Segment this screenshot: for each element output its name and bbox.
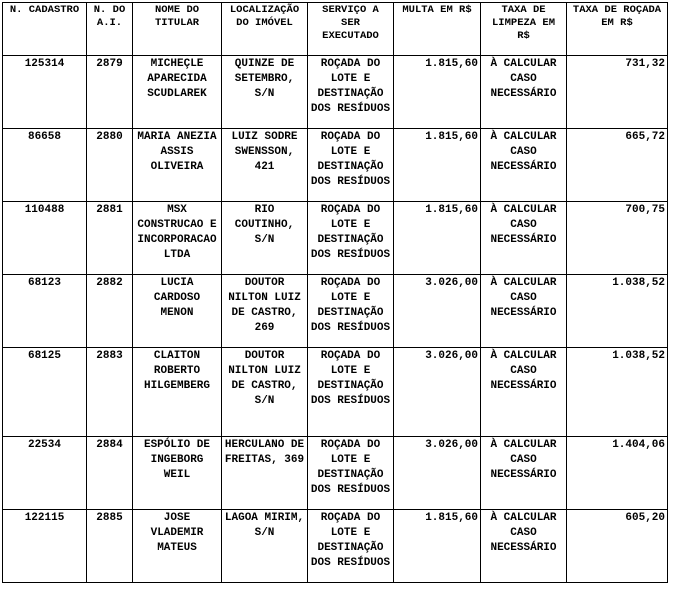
cell-multa: 1.815,60 — [394, 202, 481, 275]
cell-ai: 2880 — [87, 129, 133, 202]
table-row — [3, 510, 668, 583]
cell-ai: 2881 — [87, 202, 133, 275]
cell-titular: ESPÓLIO DE INGEBORG WEIL — [133, 437, 222, 510]
cell-cadastro: 68125 — [3, 348, 87, 437]
header-localizacao: LOCALIZAÇÃO DO IMÓVEL — [222, 3, 308, 56]
cell-localizacao: LUIZ SODRE SWENSSON, 421 — [222, 129, 308, 202]
cell-servico: ROÇADA DO LOTE E DESTINAÇÃO DOS RESÍDUOS — [308, 275, 394, 348]
cell-taxa-rocada: 1.038,52 — [567, 275, 668, 348]
cell-titular: MARIA ANEZIA ASSIS OLIVEIRA — [133, 129, 222, 202]
cell-taxa-limpeza: À CALCULAR CASO NECESSÁRIO — [481, 56, 567, 129]
cell-cadastro: 125314 — [3, 56, 87, 129]
cell-ai: 2883 — [87, 348, 133, 437]
cell-ai: 2884 — [87, 437, 133, 510]
cell-taxa-limpeza: À CALCULAR CASO NECESSÁRIO — [481, 510, 567, 583]
cell-taxa-rocada: 605,20 — [567, 510, 668, 583]
cell-ai: 2885 — [87, 510, 133, 583]
cell-taxa-rocada: 700,75 — [567, 202, 668, 275]
cell-titular: JOSE VLADEMIR MATEUS — [133, 510, 222, 583]
cell-cadastro: 22534 — [3, 437, 87, 510]
cell-taxa-rocada: 1.038,52 — [567, 348, 668, 437]
header-multa: MULTA EM R$ — [394, 3, 481, 56]
header-servico: SERVIÇO A SER EXECUTADO — [308, 3, 394, 56]
cell-localizacao: DOUTOR NILTON LUIZ DE CASTRO, 269 — [222, 275, 308, 348]
cell-taxa-limpeza: À CALCULAR CASO NECESSÁRIO — [481, 437, 567, 510]
cell-multa: 1.815,60 — [394, 510, 481, 583]
table-row — [3, 129, 668, 202]
cell-servico: ROÇADA DO LOTE E DESTINAÇÃO DOS RESÍDUOS — [308, 129, 394, 202]
header-cadastro: N. CADASTRO — [3, 3, 87, 56]
cell-taxa-rocada: 665,72 — [567, 129, 668, 202]
cell-titular: LUCIA CARDOSO MENON — [133, 275, 222, 348]
cell-taxa-limpeza: À CALCULAR CASO NECESSÁRIO — [481, 129, 567, 202]
infraction-table — [2, 2, 668, 583]
cell-multa: 3.026,00 — [394, 348, 481, 437]
table-row — [3, 437, 668, 510]
cell-servico: ROÇADA DO LOTE E DESTINAÇÃO DOS RESÍDUOS — [308, 202, 394, 275]
cell-multa: 1.815,60 — [394, 129, 481, 202]
cell-localizacao: RIO COUTINHO, S/N — [222, 202, 308, 275]
table-row — [3, 275, 668, 348]
table-row — [3, 348, 668, 437]
table-row — [3, 56, 668, 129]
header-taxa-rocada: TAXA DE ROÇADA EM R$ — [567, 3, 668, 56]
cell-multa: 1.815,60 — [394, 56, 481, 129]
table-row — [3, 202, 668, 275]
cell-cadastro: 68123 — [3, 275, 87, 348]
cell-taxa-limpeza: À CALCULAR CASO NECESSÁRIO — [481, 202, 567, 275]
cell-multa: 3.026,00 — [394, 275, 481, 348]
cell-titular: CLAITON ROBERTO HILGEMBERG — [133, 348, 222, 437]
cell-ai: 2879 — [87, 56, 133, 129]
cell-taxa-limpeza: À CALCULAR CASO NECESSÁRIO — [481, 348, 567, 437]
cell-localizacao: LAGOA MIRIM, S/N — [222, 510, 308, 583]
cell-servico: ROÇADA DO LOTE E DESTINAÇÃO DOS RESÍDUOS — [308, 56, 394, 129]
cell-titular: MSX CONSTRUCAO E INCORPORACAO LTDA — [133, 202, 222, 275]
cell-servico: ROÇADA DO LOTE E DESTINAÇÃO DOS RESÍDUOS — [308, 437, 394, 510]
cell-localizacao: DOUTOR NILTON LUIZ DE CASTRO, S/N — [222, 348, 308, 437]
cell-localizacao: QUINZE DE SETEMBRO, S/N — [222, 56, 308, 129]
header-ai: N. DO A.I. — [87, 3, 133, 56]
cell-cadastro: 122115 — [3, 510, 87, 583]
cell-servico: ROÇADA DO LOTE E DESTINAÇÃO DOS RESÍDUOS — [308, 348, 394, 437]
cell-ai: 2882 — [87, 275, 133, 348]
cell-servico: ROÇADA DO LOTE E DESTINAÇÃO DOS RESÍDUOS — [308, 510, 394, 583]
cell-taxa-rocada: 731,32 — [567, 56, 668, 129]
cell-cadastro: 86658 — [3, 129, 87, 202]
header-taxa-limpeza: TAXA DE LIMPEZA EM R$ — [481, 3, 567, 56]
cell-multa: 3.026,00 — [394, 437, 481, 510]
cell-taxa-limpeza: À CALCULAR CASO NECESSÁRIO — [481, 275, 567, 348]
cell-cadastro: 110488 — [3, 202, 87, 275]
header-row — [3, 3, 668, 56]
header-titular: NOME DO TITULAR — [133, 3, 222, 56]
cell-titular: MICHEÇLE APARECIDA SCUDLAREK — [133, 56, 222, 129]
cell-localizacao: HERCULANO DE FREITAS, 369 — [222, 437, 308, 510]
cell-taxa-rocada: 1.404,06 — [567, 437, 668, 510]
